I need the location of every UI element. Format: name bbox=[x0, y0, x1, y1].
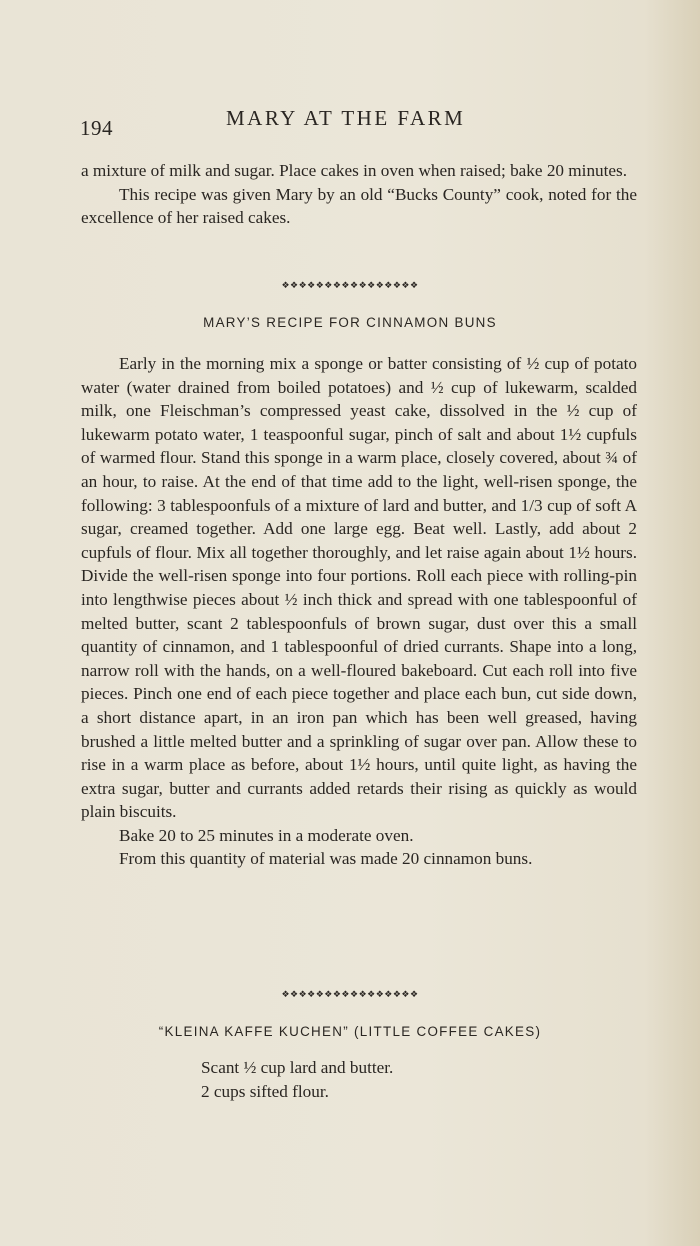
recipe-note-paragraph: This recipe was given Mary by an old “Bucks County” cook, noted for the excellence of her raised cakes. bbox=[81, 184, 637, 228]
running-title: MARY AT THE FARM bbox=[226, 106, 466, 130]
page-number: 194 bbox=[80, 116, 113, 140]
ingredient-item: 2 cups sifted flour. bbox=[201, 1082, 329, 1101]
ingredient-item: Scant ½ cup lard and butter. bbox=[201, 1058, 394, 1077]
recipe-yield: From this quantity of material was made 20 cinnamon buns. bbox=[119, 849, 533, 869]
recipe-body-paragraph: Early in the morning mix a sponge or batter consisting of ½ cup of potato water (water drained from boiled potatoes) and ½ cup of lukewarm, scalded milk, one Fleischman’s compressed yeast cake, dissolved in the ½ cup of lukewarm potato water, 1 teaspoonful sugar, pinch of salt and about 1½ cupfuls of warmed flour. Stand this sponge in a warm place, closely covered, about ¾ of an hour, to raise. At the end of that time add to the light, well-risen sponge, the following: 3 tablespoonfuls of a mixture of lard and butter, and 1/3 cup of soft A sugar, creamed together. Add one large egg. Beat well. Lastly, add about 2 cupfuls of flour. Mix all together thoroughly, and let raise again about 1½ hours. Divide the well-risen sponge into four portions. Roll each piece with rolling-pin into lengthwise pieces about ½ inch thick and spread with one tablespoonful of melted butter, scant 2 tablespoonfuls of brown sugar, dust over this a small quantity of cinnamon, and 1 tablespoonful of dried currants. Shape into a long, narrow roll with the hands, on a well-floured bakeboard. Cut each roll into five pieces. Pinch one end of each piece together and place each bun, cut side down, a short distance apart, in an iron pan which has been well greased, having brushed a little melted butter and a sprinkling of sugar over pan. Allow these to rise in a warm place as before, about 1½ hours, until quite light, as having the extra sugar, butter and currants added retards their rising as quickly as would plain biscuits. bbox=[81, 354, 637, 822]
page-header bbox=[80, 104, 640, 138]
bake-instruction: Bake 20 to 25 minutes in a moderate oven. bbox=[119, 825, 414, 845]
ornament-divider: ❖❖❖❖❖❖❖❖❖❖❖❖❖❖❖❖ bbox=[281, 990, 419, 1000]
ornament-divider: ❖❖❖❖❖❖❖❖❖❖❖❖❖❖❖❖ bbox=[281, 281, 419, 291]
section-heading-cinnamon-buns: MARY’S RECIPE FOR CINNAMON BUNS bbox=[203, 315, 497, 330]
cinnamon-buns-recipe bbox=[81, 352, 637, 871]
ingredient-list bbox=[201, 1056, 393, 1104]
continuation-paragraph: a mixture of milk and sugar. Place cakes in oven when raised; bake 20 minutes. bbox=[81, 161, 628, 180]
intro-text bbox=[81, 159, 637, 230]
section-heading-coffee-cakes: “KLEINA KAFFE KUCHEN” (LITTLE COFFEE CAKES) bbox=[158, 1024, 542, 1039]
